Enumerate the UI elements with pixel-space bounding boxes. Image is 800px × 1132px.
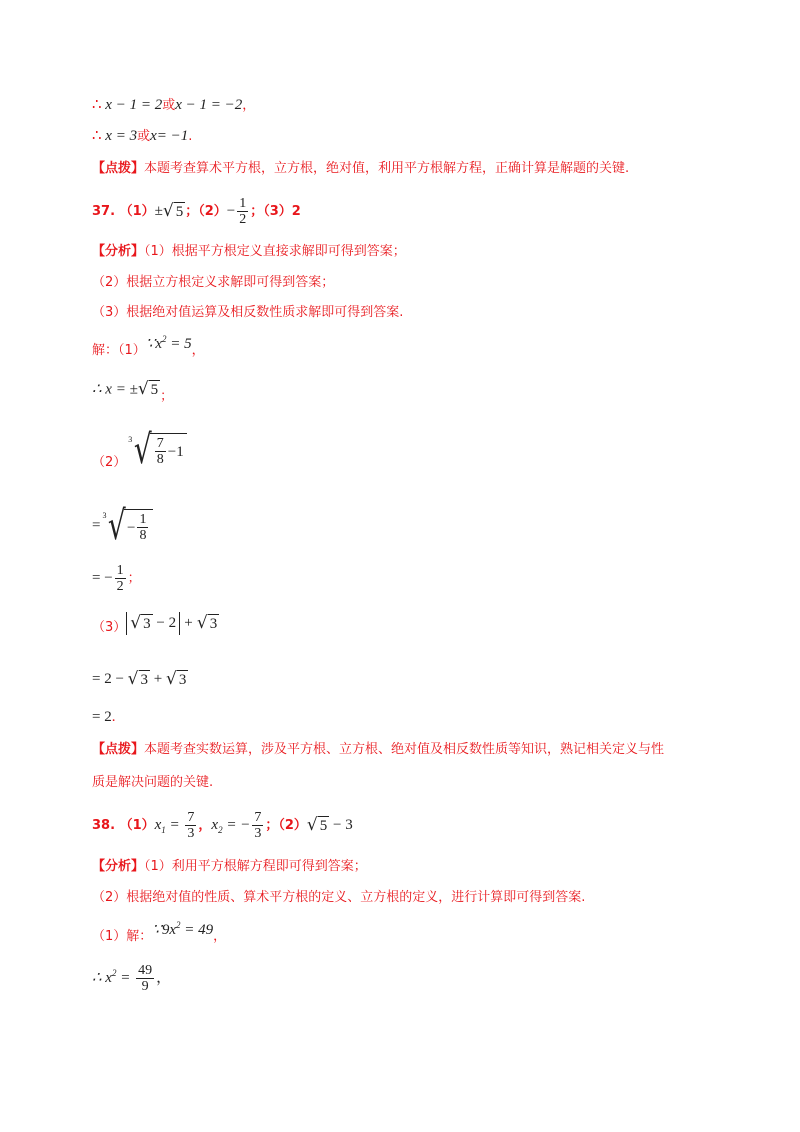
answer-37: 37. （1）±√ 5 ；（2）− $\frac{1}{2}$ ；（3）2 — [92, 196, 301, 227]
solution-37-3: （3） √ 3 − 2 + √ 3 — [92, 613, 218, 635]
sqrt: √ 5 — [137, 379, 159, 399]
step-line-2: ∴ x = 3或x= −1. — [92, 128, 193, 144]
analysis-38-line-2: （2）根据绝对值的性质、算术平方根的定义、立方根的定义，进行计算即可得到答案. — [92, 890, 586, 905]
equation: x − 1 = −2 — [175, 97, 243, 113]
equation: x = 3 — [105, 128, 138, 144]
tip-paragraph: 【点拨】本题考查算术平方根，立方根，绝对值，利用平方根解方程，正确计算是解题的关键. — [92, 161, 630, 176]
fraction: $\frac{49}{9}$ — [138, 963, 153, 994]
analysis-37-line-3: （3）根据绝对值运算及相反数性质求解即可得到答案. — [92, 305, 404, 320]
step-line-1: ∴ x − 1 = 2或x − 1 = −2， — [92, 97, 256, 113]
solution-38-1: （1）解：$\because 9x^2 = 49$， — [92, 920, 227, 944]
sqrt: √ 3 — [196, 613, 218, 633]
absolute-value: √ 3 − 2 — [126, 612, 180, 635]
solution-37-1: 解：$(1)\because x^2 = 5$， — [92, 334, 205, 358]
sqrt: √ 5 — [162, 200, 184, 221]
fraction: $\frac{7}{3}$ — [254, 810, 262, 841]
tip-paragraph-2-cont: 质是解决问题的关键. — [92, 775, 214, 790]
question-number: 37. — [92, 204, 116, 219]
sqrt: √ 3 — [165, 669, 187, 690]
tip-tag: 【点拨】 — [92, 161, 145, 176]
analysis-tag: 【分析】 — [92, 859, 145, 874]
tip-paragraph-2: 【点拨】本题考查实数运算，涉及平方根、立方根、绝对值及相反数性质等知识，熟记相关定义与性 — [92, 742, 665, 757]
fraction: $\frac{7}{3}$ — [187, 810, 195, 841]
analysis-38-line-1: 【分析】（1）利用平方根解方程即可得到答案； — [92, 859, 367, 874]
solution-37-2-step: = 3 √ − $\frac{1}{8}$ — [92, 506, 153, 546]
solution-37-2-result: = − $\frac{1}{2}$ ； — [92, 563, 141, 594]
solution-37-3-step: = 2 − √ 3 + √ 3 — [92, 669, 187, 690]
solution-37-3-result: = 2. — [92, 709, 116, 725]
analysis-37-line-2: （2）根据立方根定义求解即可得到答案； — [92, 275, 335, 290]
solution-38-1-step: ∴ $x^2$ = $\frac{49}{9}$ ， — [92, 963, 172, 994]
cube-root: 3 √ − $\frac{1}{8}$ — [100, 506, 153, 546]
sqrt: √ 5 — [306, 814, 328, 835]
equation: x= −1 — [150, 128, 189, 144]
cube-root: 3 √ $\frac{7}{8}$ −1 — [126, 430, 186, 470]
equation: x − 1 = 2 — [105, 97, 163, 113]
tip-tag: 【点拨】 — [92, 742, 145, 757]
fraction: $\frac{1}{2}$ — [239, 196, 247, 227]
analysis-37-line-1: 【分析】（1）根据平方根定义直接求解即可得到答案； — [92, 244, 406, 259]
sqrt: √ 3 — [127, 669, 149, 690]
answer-38: 38. $(1)x_1$ = $\frac{7}{3}$ ，$x_2$ = − $\frac{7}{3}$ ；（2）√ 5 − 3 — [92, 810, 353, 841]
question-number: 38. — [92, 818, 116, 833]
solution-37-2: （2） 3 √ $\frac{7}{8}$ −1 — [92, 430, 187, 470]
analysis-tag: 【分析】 — [92, 244, 145, 259]
fraction: $\frac{1}{2}$ — [116, 563, 124, 594]
solution-37-1-result: ∴ x = ±√ 5 ； — [92, 379, 174, 404]
